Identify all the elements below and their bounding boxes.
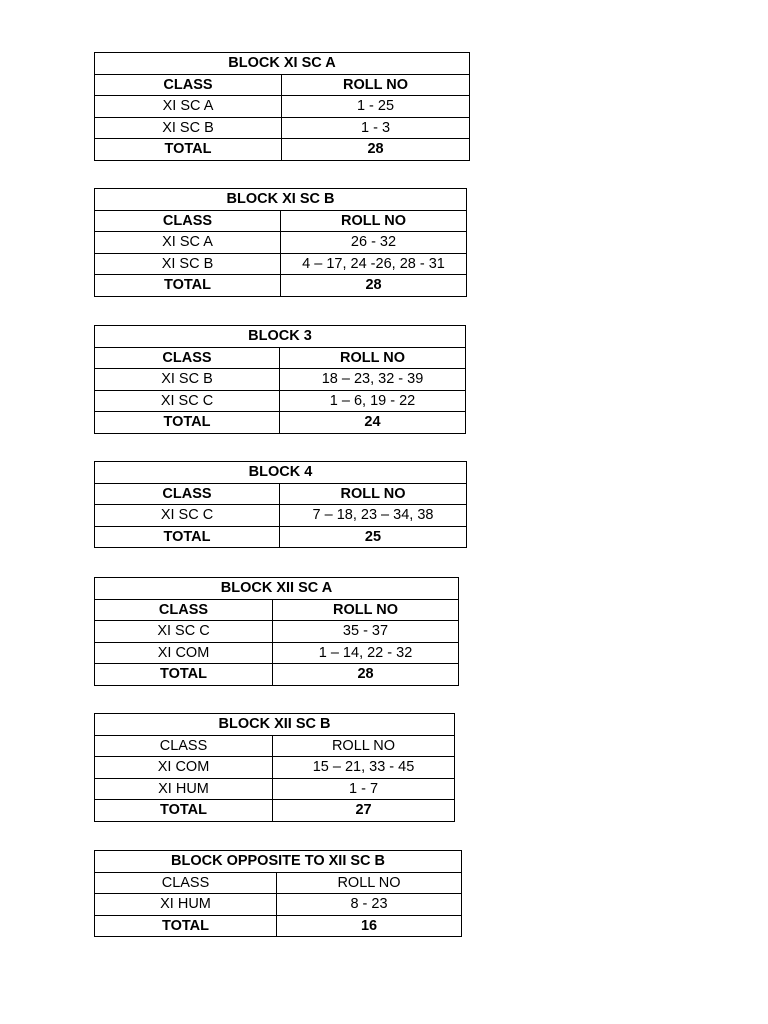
class-cell: XI COM [95,642,273,664]
block-table [94,850,462,937]
roll-no-cell: 1 - 7 [273,778,455,800]
block-title: BLOCK XII SC A [95,578,459,600]
total-value: 27 [273,800,455,822]
class-header: CLASS [95,483,280,505]
roll-no-header: ROLL NO [273,599,459,621]
roll-no-cell: 15 – 21, 33 - 45 [273,757,455,779]
total-label: TOTAL [95,275,281,297]
total-label: TOTAL [95,412,280,434]
total-value: 28 [281,275,467,297]
class-cell: XI SC C [95,621,273,643]
class-cell: XI SC C [95,390,280,412]
total-value: 28 [282,139,470,161]
roll-no-cell: 35 - 37 [273,621,459,643]
total-label: TOTAL [95,915,277,937]
roll-no-cell: 4 – 17, 24 -26, 28 - 31 [281,253,467,275]
block-table [94,577,459,686]
class-header: CLASS [95,735,273,757]
block-table [94,713,455,822]
class-cell: XI SC B [95,117,282,139]
class-header: CLASS [95,210,281,232]
block-title: BLOCK 3 [95,326,466,348]
roll-no-cell: 1 – 6, 19 - 22 [280,390,466,412]
class-header: CLASS [95,347,280,369]
total-value: 28 [273,664,459,686]
block-table [94,325,466,434]
total-value: 16 [277,915,462,937]
class-header: CLASS [95,872,277,894]
class-cell: XI HUM [95,778,273,800]
block-title: BLOCK XII SC B [95,714,455,736]
roll-no-cell: 1 - 25 [282,96,470,118]
roll-no-header: ROLL NO [277,872,462,894]
total-label: TOTAL [95,139,282,161]
total-label: TOTAL [95,664,273,686]
total-label: TOTAL [95,526,280,548]
roll-no-cell: 26 - 32 [281,232,467,254]
class-cell: XI COM [95,757,273,779]
roll-no-header: ROLL NO [273,735,455,757]
class-cell: XI SC A [95,96,282,118]
block-title: BLOCK 4 [95,462,467,484]
roll-no-cell: 8 - 23 [277,894,462,916]
class-cell: XI SC B [95,253,281,275]
total-value: 24 [280,412,466,434]
block-title: BLOCK OPPOSITE TO XII SC B [95,851,462,873]
class-header: CLASS [95,74,282,96]
block-title: BLOCK XI SC B [95,189,467,211]
block-table [94,52,470,161]
roll-no-header: ROLL NO [280,483,467,505]
class-cell: XI SC A [95,232,281,254]
class-cell: XI HUM [95,894,277,916]
block-table [94,188,467,297]
roll-no-cell: 1 - 3 [282,117,470,139]
class-cell: XI SC C [95,505,280,527]
roll-no-cell: 18 – 23, 32 - 39 [280,369,466,391]
block-table [94,461,467,548]
class-header: CLASS [95,599,273,621]
class-cell: XI SC B [95,369,280,391]
block-title: BLOCK XI SC A [95,53,470,75]
roll-no-header: ROLL NO [281,210,467,232]
total-value: 25 [280,526,467,548]
total-label: TOTAL [95,800,273,822]
roll-no-cell: 1 – 14, 22 - 32 [273,642,459,664]
roll-no-header: ROLL NO [280,347,466,369]
roll-no-cell: 7 – 18, 23 – 34, 38 [280,505,467,527]
roll-no-header: ROLL NO [282,74,470,96]
